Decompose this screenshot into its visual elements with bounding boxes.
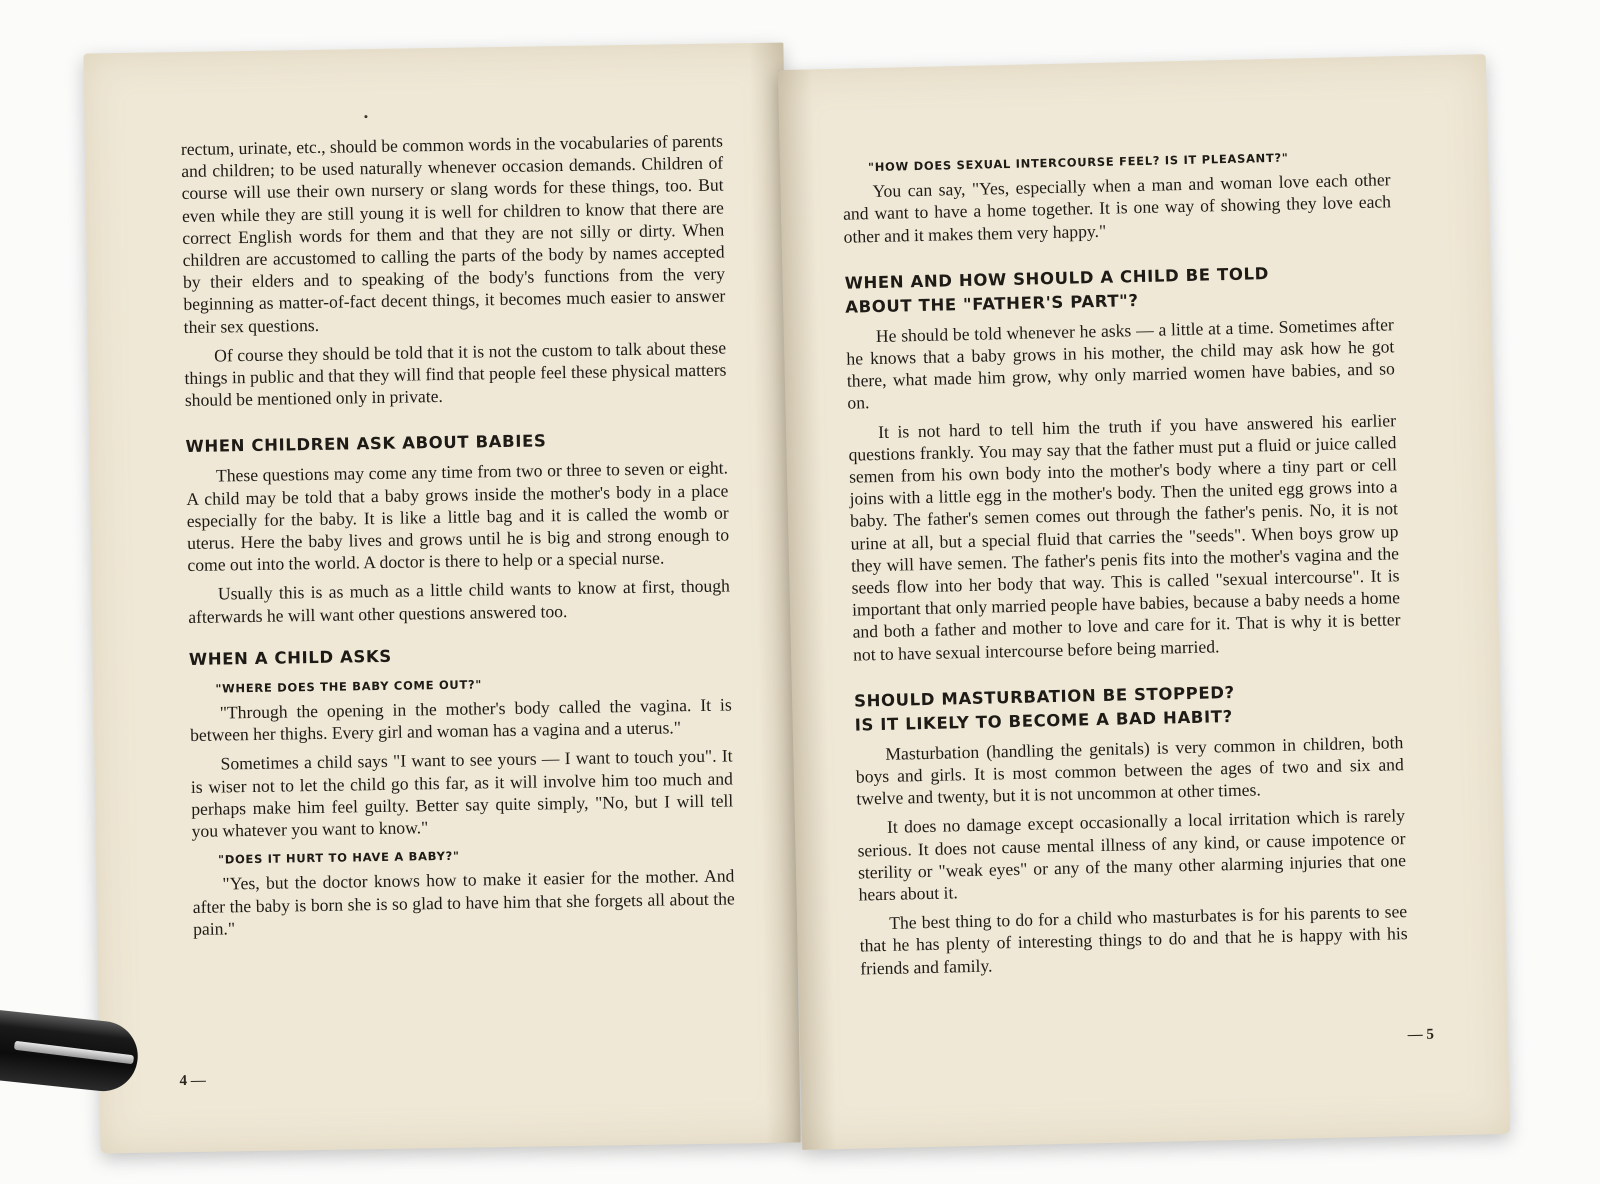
heading-masturbation — [854, 677, 1403, 737]
masturbation-paragraph-1: Masturbation (handling the genitals) is very common in children, both boys and girls. It is most common between the ages of two and six and twelve and twenty, but it is not uncommon at other times. — [855, 732, 1404, 809]
page-number-left: 4 — — [179, 1072, 206, 1090]
question-how-does-it-feel: "HOW DOES SEXUAL INTERCOURSE FEEL? IS IT PLEASANT?" — [867, 150, 1289, 175]
answer-where-paragraph-1: "Through the opening in the mother's body called the vagina. It is between her thighs. Every girl and woman has a vagina and a uterus." — [189, 694, 732, 746]
heading-fathers-part-line-2: ABOUT THE "FATHER'S PART"? — [845, 290, 1139, 317]
intro-paragraph-1: rectum, urinate, etc., should be common words in the vocabularies of parents and children; to be used naturally whenever occasion demands. Children of course will use their own nursery or slang words for these things, too. But even while they are still young it is well for children to know that there are correct English words for them and that they are not silly or dirty. When children are accustomed to calling the parts of the body by names accepted by their elders and to speaking of the body's functions from the very beginning as matter-of-fact decent things, it becomes much easier to answer their sex questions. — [180, 130, 726, 337]
answer-where-paragraph-2: Sometimes a child says "I want to see yours — I want to touch you". It is wiser not to let the child go this far, as it will involve him too much and perhaps make him feel guilty. Better say quite simply, "No, but I will tell you whatever you want to know." — [190, 745, 734, 842]
intro-paragraph-2: Of course they should be told that it is not the custom to talk about these things in public and that they will find that people feel these physical matters should be mentioned only in private. — [184, 337, 727, 411]
heading-fathers-part-line-1: WHEN AND HOW SHOULD A CHILD BE TOLD — [844, 263, 1270, 293]
question-does-it-hurt: "DOES IT HURT TO HAVE A BABY?" — [217, 849, 460, 867]
marker-pen — [0, 1010, 170, 1090]
babies-paragraph-1: These questions may come any time from two or three to seven or eight. A child may be told that a baby grows inside the mother's body in a place especially for the baby. It is like a little bag and it is called the womb or uterus. Here the baby lives and grows until he is big and strong enough to come out into the world. A doctor is there to help or a special nurse. — [186, 457, 730, 576]
heading-masturbation-line-2: IS IT LIKELY TO BECOME A BAD HABIT? — [854, 706, 1233, 735]
heading-fathers-part — [844, 259, 1393, 319]
heading-when-children-ask: WHEN CHILDREN ASK ABOUT BABIES — [185, 431, 547, 457]
masturbation-paragraph-2: It does no damage except occasionally a local irritation which is rarely serious. It does not cause mental illness of any kind, or cause impotence or sterility or "weak eyes" or any of the many other alarming injuries that one hears about it. — [857, 805, 1407, 905]
fathers-part-paragraph-2: It is not hard to tell him the truth if you have answered his earlier questions frankly. You may say that the father must put a fluid or juice called semen from his own body into the mother's body where a tiny part or cell joins with a little egg in the mother's body. Then the united egg grows into a baby. The father's semen comes out through the father's penis. No, it is not urine at all, but a special fluid that carries the "seeds". When boys grow up they will have semen. The father's penis fits into the mother's vagina and the seeds flow into her body that way. This is called "sexual intercourse". It is important that only married people have babies, because a baby needs a home and both a father and mother to love and care for it. That is why it is better not to have sexual intercourse before being married. — [848, 409, 1401, 665]
right-text-column — [842, 144, 1409, 986]
answer-how-does-it-feel: You can say, "Yes, especially when a man and woman love each other and want to have a home together. It is one way of showing they love each other and it makes them very happy." — [842, 169, 1392, 247]
left-text-column — [181, 130, 736, 948]
masturbation-paragraph-3: The best thing to do for a child who masturbates is for his parents to see that he has plenty of interesting things to do and that he is happy with his friends and family. — [859, 901, 1408, 979]
fathers-part-paragraph-1: He should be told whenever he asks — a little at a time. Sometimes after he knows that a baby grows in his mother, the child may ask how he got there, what made him grow, why only married women have babies, and so on. — [846, 314, 1395, 414]
answer-does-it-hurt: "Yes, but the doctor knows how to make it easier for the mother. And after the baby is born she is so glad to have him that she forgets all about the pain." — [192, 865, 735, 939]
babies-paragraph-2: Usually this is as much as a little child wants to know at first, though afterwards he will want other questions answered too. — [188, 575, 731, 627]
heading-masturbation-line-1: SHOULD MASTURBATION BE STOPPED? — [853, 682, 1235, 711]
page-number-right: — 5 — [1407, 1026, 1435, 1044]
ink-speck — [364, 115, 367, 118]
right-page — [778, 54, 1510, 1150]
heading-when-a-child-asks: WHEN A CHILD ASKS — [188, 646, 392, 669]
left-page — [83, 43, 800, 1154]
question-where-baby-comes-out: "WHERE DOES THE BABY COME OUT?" — [215, 677, 483, 696]
